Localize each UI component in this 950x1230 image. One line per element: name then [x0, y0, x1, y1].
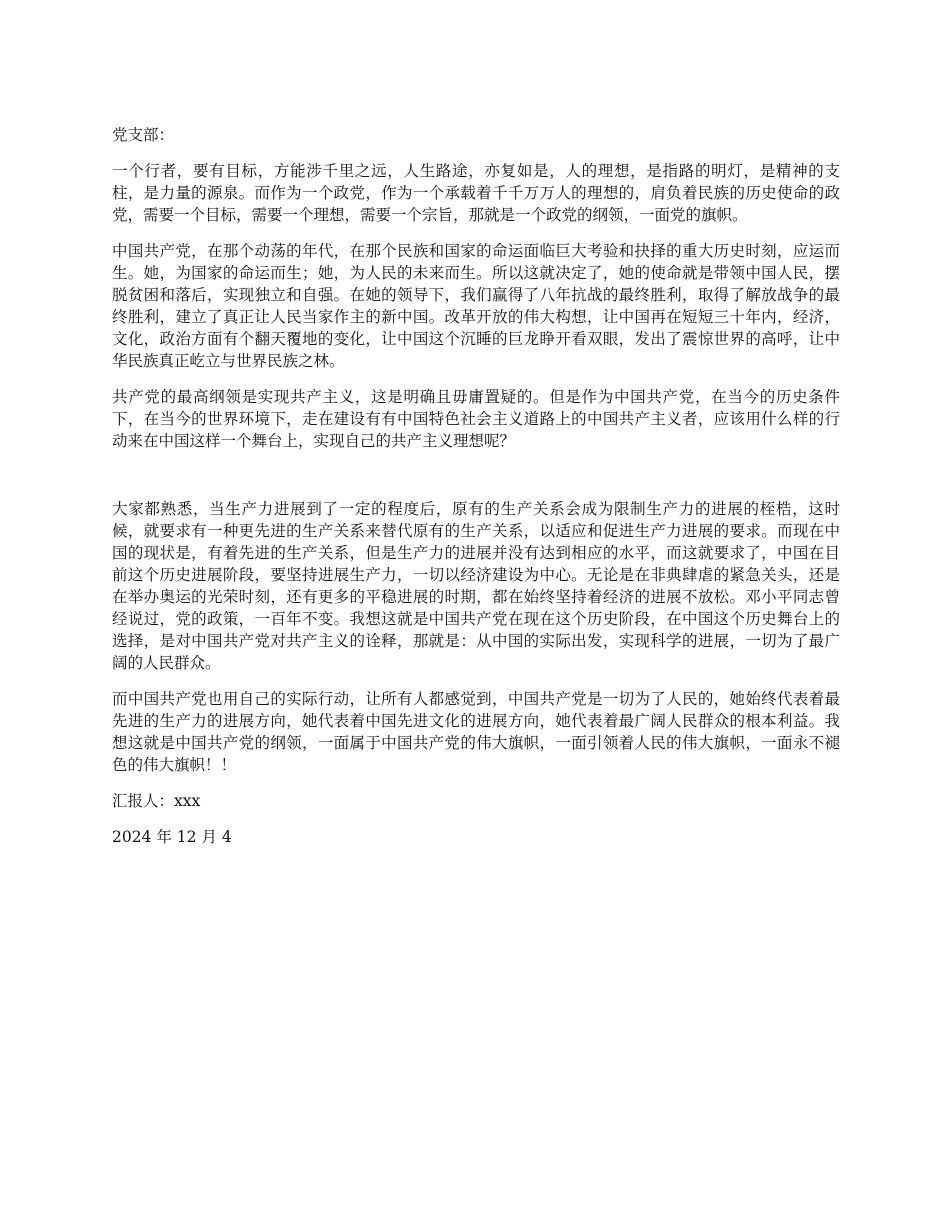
document-body — [112, 124, 840, 862]
paragraph-1: 一个行者，要有目标，方能涉千里之远，人生路途，亦复如是，人的理想，是指路的明灯，是精神的支柱，是力量的源泉。而作为一个政党，作为一个承载着千千万万人的理想的，肩负着民族的历史使命的政党，需要一个目标，需要一个理想，需要一个宗旨，那就是一个政党的纲领，一面党的旗帜。 — [112, 162, 840, 224]
paragraph-2: 中国共产党，在那个动荡的年代，在那个民族和国家的命运面临巨大考验和抉择的重大历史时刻，应运而生。她，为国家的命运而生；她，为人民的未来而生。所以这就决定了，她的使命就是带领中国人民，摆脱贫困和落后，实现独立和自强。在她的领导下，我们赢得了八年抗战的最终胜利，取得了解放战争的最终胜利，建立了真正让人民当家作主的新中国。改革开放的伟大构想，让中国再在短短三十年内，经济，文化，政治方面有个翻天覆地的变化，让中国这个沉睡的巨龙睁开看双眼，发出了震惊世界的高呼，让中华民族真正屹立与世界民族之林。 — [112, 242, 840, 370]
paragraph-3: 共产党的最高纲领是实现共产主义，这是明确且毋庸置疑的。但是作为中国共产党，在当今的历史条件下，在当今的世界环境下，走在建设有有中国特色社会主义道路上的中国共产主义者，应该用什么样的行动来在中国这样一个舞台上，实现自己的共产主义理想呢？ — [112, 388, 840, 450]
date-line: 2024 年 12 月 4 — [112, 828, 232, 846]
salutation: 党支部： — [112, 126, 175, 144]
paragraph-5: 而中国共产党也用自己的实际行动，让所有人都感觉到，中国共产党是一切为了人民的，她始终代表着最先进的生产力的进展方向，她代表着中国先进文化的进展方向，她代表着最广阔人民群众的根本利益。我想这就是中国共产党的纲领，一面属于中国共产党的伟大旗帜，一面引领着人民的伟大旗帜，一面永不褪色的伟大旗帜！！ — [112, 690, 840, 774]
reporter-line: 汇报人：xxx — [112, 792, 201, 810]
paragraph-4: 大家都熟悉，当生产力进展到了一定的程度后，原有的生产关系会成为限制生产力的进展的桎梏，这时候，就要求有一种更先进的生产关系来替代原有的生产关系，以适应和促进生产力进展的要求。而现在中国的现状是，有着先进的生产关系，但是生产力的进展并没有达到相应的水平，而这就要求了，中国在目前这个历史进展阶段，要坚持进展生产力，一切以经济建设为中心。无论是在非典肆虐的紧急关头，还是在举办奥运的光荣时刻，还有更多的平稳进展的时期，都在始终坚持着经济的进展不放松。邓小平同志曾经说过，党的政策，一百年不变。我想这就是中国共产党在现在这个历史阶段，在中国这个历史舞台上的选择，是对中国共产党对共产主义的诠释，那就是：从中国的实际出发，实现科学的进展，一切为了最广阔的人民群众。 — [112, 500, 840, 672]
